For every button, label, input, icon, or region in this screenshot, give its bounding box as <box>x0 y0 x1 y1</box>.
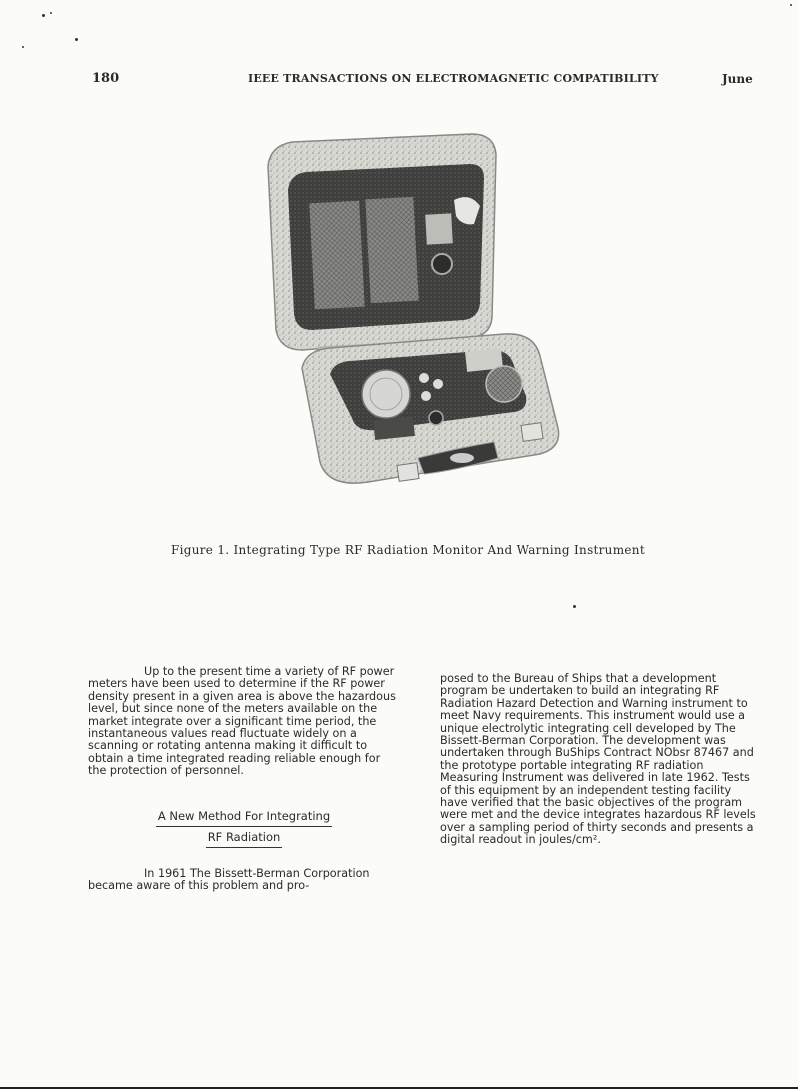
scan-speck <box>22 46 24 48</box>
section-heading-line-2: RF Radiation <box>206 827 283 848</box>
issue-month: June <box>722 72 753 86</box>
history-paragraph: In 1961 The Bissett-Berman Corporation became aware of this problem and pro- <box>88 866 370 893</box>
continuation-paragraph: posed to the Bureau of Ships that a development program be undertaken to build an integrating RF Radiation Hazard Detection and Warning instrument to meet Navy requirements. This instrument would use a unique electrolytic integrating cell developed by The Bissett-Berman Corporation. The development was undertaken through BuShips Contract NObsr 87467 and the prototype portable integrating RF radiation Measuring Instrument was delivered in late 1962. Tests of this equipment by an independent testing facility have verified that the basic objectives of the program were met and the device integrates hazardous RF levels over a sampling period of thirty seconds and presents a digital readout in joules/cm². <box>440 672 756 847</box>
scan-speck <box>42 14 45 17</box>
left-column <box>88 666 400 892</box>
figure-photograph <box>258 128 580 510</box>
section-heading <box>88 806 400 848</box>
section-heading-line-1: A New Method For Integrating <box>156 806 332 827</box>
instrument-photo <box>258 128 580 510</box>
intro-paragraph: Up to the present time a variety of RF power meters have been used to determine if the RF power density present in a given area is above the hazardous level, but since none of the meters available on the market integrate over a significant time period, the instantaneous values read fluctuate widely on a scanning or rotating antenna making it difficult to obtain a time integrated reading reliable enough for the protection of personnel. <box>88 665 396 778</box>
scan-speck <box>75 38 78 41</box>
scan-speck <box>573 605 576 608</box>
scan-speck <box>50 12 52 14</box>
running-header <box>0 71 798 89</box>
page-number: 180 <box>92 71 120 86</box>
right-column <box>440 673 760 847</box>
journal-name: IEEE TRANSACTIONS ON ELECTROMAGNETIC COMPATIBILITY <box>248 72 659 85</box>
scan-speck <box>790 4 792 6</box>
figure-caption: Figure 1. Integrating Type RF Radiation Monitor And Warning Instrument <box>171 543 645 557</box>
